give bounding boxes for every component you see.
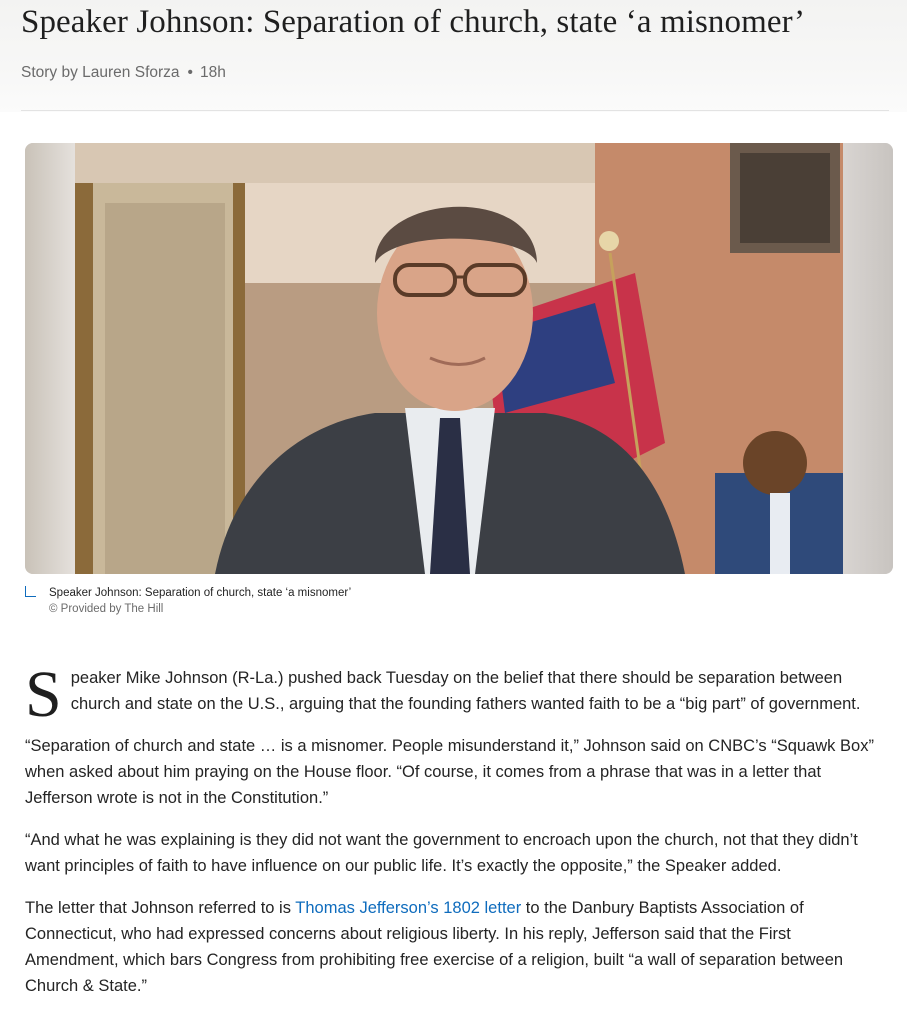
hero-image[interactable]: [25, 143, 893, 574]
caption-credit: © Provided by The Hill: [49, 603, 164, 615]
byline-author[interactable]: Story by Lauren Sforza: [21, 64, 180, 81]
byline-time: 18h: [199, 64, 226, 81]
drop-cap: S: [25, 658, 62, 731]
byline: [21, 64, 226, 82]
article-title: Speaker Johnson: Separation of church, state ‘a misnomer’: [21, 4, 806, 40]
paragraph: “And what he was explaining is they did not want the government to encroach upon the church, not that they didn’t want principles of faith to have influence on our public life. It’s exactly the opposite,” the Speaker added.: [25, 831, 858, 875]
header-divider: [21, 110, 889, 111]
article-body: [25, 658, 887, 1015]
paragraph: [25, 895, 887, 999]
paragraph-text: peaker Mike Johnson (R-La.) pushed back Tuesday on the belief that there should be separation between church and state on the U.S., arguing that the founding fathers wanted faith to be a “big part” of government.: [70, 669, 861, 713]
paragraph-text: The letter that Johnson referred to is: [25, 899, 296, 917]
paragraph-text: to the Danbury Baptists Association of Connecticut, who had expressed concerns about religious liberty. In his reply, Jefferson said that the First Amendment, which bars Congress from prohibiting free exercise of a religion, built “a wall of separation between Church & State.”: [25, 899, 844, 995]
byline-separator: •: [187, 64, 193, 81]
caption-text: Speaker Johnson: Separation of church, state ‘a misnomer’: [49, 587, 352, 599]
jefferson-letter-link[interactable]: Thomas Jefferson’s 1802 letter: [295, 899, 522, 917]
hero-photo: [75, 143, 843, 574]
paragraph: “Separation of church and state … is a misnomer. People misunderstand it,” Johnson said on CNBC’s “Squawk Box” when asked about him praying on the House floor. “Of course, it comes from a phrase that was in a letter that Jefferson wrote is not in the Constitution.”: [25, 737, 874, 807]
article-header: [0, 0, 907, 112]
paragraph: [25, 658, 887, 731]
caption-corner-icon: [25, 586, 36, 597]
